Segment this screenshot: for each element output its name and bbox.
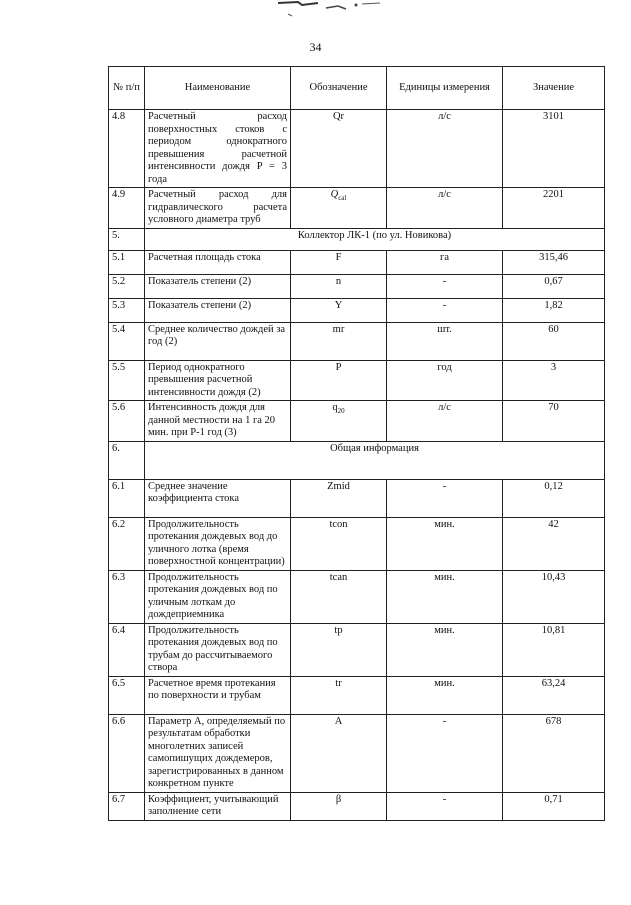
row-value: 2201	[503, 188, 605, 229]
row-unit: -	[387, 792, 503, 820]
section-title: Общая информация	[145, 441, 605, 479]
row-unit: -	[387, 714, 503, 792]
column-header-number: № п/п	[109, 67, 145, 110]
table-row	[109, 676, 605, 714]
row-unit: -	[387, 479, 503, 517]
row-unit: л/с	[387, 188, 503, 229]
row-number: 6.2	[109, 517, 145, 570]
row-name: Продолжительность протекания дождевых вод до уличного лотка (время поверхностной концентрации)	[145, 517, 291, 570]
row-symbol: Y	[291, 298, 387, 322]
row-name: Параметр A, определяемый по результатам обработки многолетних записей самопишущих дождемеров, зарегистрированных в данном конкретном пункте	[145, 714, 291, 792]
row-name: Среднее количество дождей за год (2)	[145, 322, 291, 360]
column-header-name: Наименование	[145, 67, 291, 110]
row-symbol-cell	[291, 401, 387, 442]
row-number: 4.8	[109, 110, 145, 188]
row-unit: год	[387, 360, 503, 401]
row-value: 315,46	[503, 250, 605, 274]
row-symbol: tcan	[291, 570, 387, 623]
row-number: 6.1	[109, 479, 145, 517]
row-name: Коэффициент, учитывающий заполнение сети	[145, 792, 291, 820]
row-value: 42	[503, 517, 605, 570]
row-unit: га	[387, 250, 503, 274]
table-row	[109, 360, 605, 401]
section-number: 6.	[109, 441, 145, 479]
table-row	[109, 110, 605, 188]
scan-artifact-mark	[268, 0, 388, 20]
row-number: 6.4	[109, 623, 145, 676]
row-name: Показатель степени (2)	[145, 298, 291, 322]
row-value: 0,12	[503, 479, 605, 517]
row-name: Показатель степени (2)	[145, 274, 291, 298]
row-number: 6.3	[109, 570, 145, 623]
row-name: Расчетный расход для гидравлического расчета условного диаметра труб	[145, 188, 291, 229]
column-header-value: Значение	[503, 67, 605, 110]
row-symbol: β	[291, 792, 387, 820]
row-unit: мин.	[387, 570, 503, 623]
section-row	[109, 441, 605, 479]
table-row	[109, 570, 605, 623]
row-value: 678	[503, 714, 605, 792]
row-symbol: tr	[291, 676, 387, 714]
column-header-symbol: Обозначение	[291, 67, 387, 110]
row-symbol-subscript: 20	[337, 407, 345, 416]
row-number: 5.3	[109, 298, 145, 322]
table-row	[109, 322, 605, 360]
row-symbol-subscript: cal	[338, 194, 347, 203]
row-unit: мин.	[387, 676, 503, 714]
row-symbol: tp	[291, 623, 387, 676]
table-row	[109, 188, 605, 229]
row-value: 0,71	[503, 792, 605, 820]
row-name: Расчетная площадь стока	[145, 250, 291, 274]
row-symbol: Zmid	[291, 479, 387, 517]
row-unit: шт.	[387, 322, 503, 360]
row-symbol: tcon	[291, 517, 387, 570]
table-row	[109, 479, 605, 517]
row-value: 60	[503, 322, 605, 360]
row-number: 6.7	[109, 792, 145, 820]
table-row	[109, 623, 605, 676]
table-row	[109, 792, 605, 820]
table-header-row	[109, 67, 605, 110]
row-unit: -	[387, 274, 503, 298]
row-symbol: Qr	[291, 110, 387, 188]
row-value: 3	[503, 360, 605, 401]
table-row	[109, 517, 605, 570]
parameters-table	[108, 66, 605, 821]
row-unit: мин.	[387, 623, 503, 676]
table-row	[109, 714, 605, 792]
column-header-unit: Единицы измерения	[387, 67, 503, 110]
table-row	[109, 250, 605, 274]
row-symbol: A	[291, 714, 387, 792]
row-value: 10,81	[503, 623, 605, 676]
row-name: Период однократного превышения расчетной интенсивности дождя (2)	[145, 360, 291, 401]
row-number: 5.1	[109, 250, 145, 274]
row-number: 6.6	[109, 714, 145, 792]
table-row	[109, 401, 605, 442]
row-symbol: P	[291, 360, 387, 401]
row-unit: л/с	[387, 401, 503, 442]
row-symbol: mr	[291, 322, 387, 360]
row-value: 0,67	[503, 274, 605, 298]
page-number: 34	[309, 40, 322, 54]
row-name: Продолжительность протекания дождевых вод по уличным лоткам до дождеприемника	[145, 570, 291, 623]
row-value: 1,82	[503, 298, 605, 322]
row-number: 5.5	[109, 360, 145, 401]
row-unit: л/с	[387, 110, 503, 188]
section-number: 5.	[109, 228, 145, 250]
row-symbol: n	[291, 274, 387, 298]
row-number: 5.2	[109, 274, 145, 298]
row-name: Расчетный расход поверхностных стоков с периодом однократного превышения расчетной интенсивности дождя P = 3 года	[145, 110, 291, 188]
row-name: Интенсивность дождя для данной местности на 1 га 20 мин. при P-1 год (3)	[145, 401, 291, 442]
row-symbol: q	[332, 402, 338, 413]
row-number: 5.4	[109, 322, 145, 360]
row-symbol: Q	[330, 189, 339, 200]
table-row	[109, 298, 605, 322]
table-row	[109, 274, 605, 298]
row-unit: -	[387, 298, 503, 322]
row-name: Расчетное время протекания по поверхности и трубам	[145, 676, 291, 714]
row-name: Среднее значение коэффициента стока	[145, 479, 291, 517]
row-number: 5.6	[109, 401, 145, 442]
row-value: 63,24	[503, 676, 605, 714]
row-number: 6.5	[109, 676, 145, 714]
row-symbol: F	[291, 250, 387, 274]
row-name: Продолжительность протекания дождевых вод по трубам до рассчитываемого створа	[145, 623, 291, 676]
row-value: 70	[503, 401, 605, 442]
row-value: 3101	[503, 110, 605, 188]
row-unit: мин.	[387, 517, 503, 570]
row-value: 10,43	[503, 570, 605, 623]
section-row	[109, 228, 605, 250]
row-number: 4.9	[109, 188, 145, 229]
row-symbol-cell	[291, 188, 387, 229]
section-title: Коллектор ЛК-1 (по ул. Новикова)	[145, 228, 605, 250]
